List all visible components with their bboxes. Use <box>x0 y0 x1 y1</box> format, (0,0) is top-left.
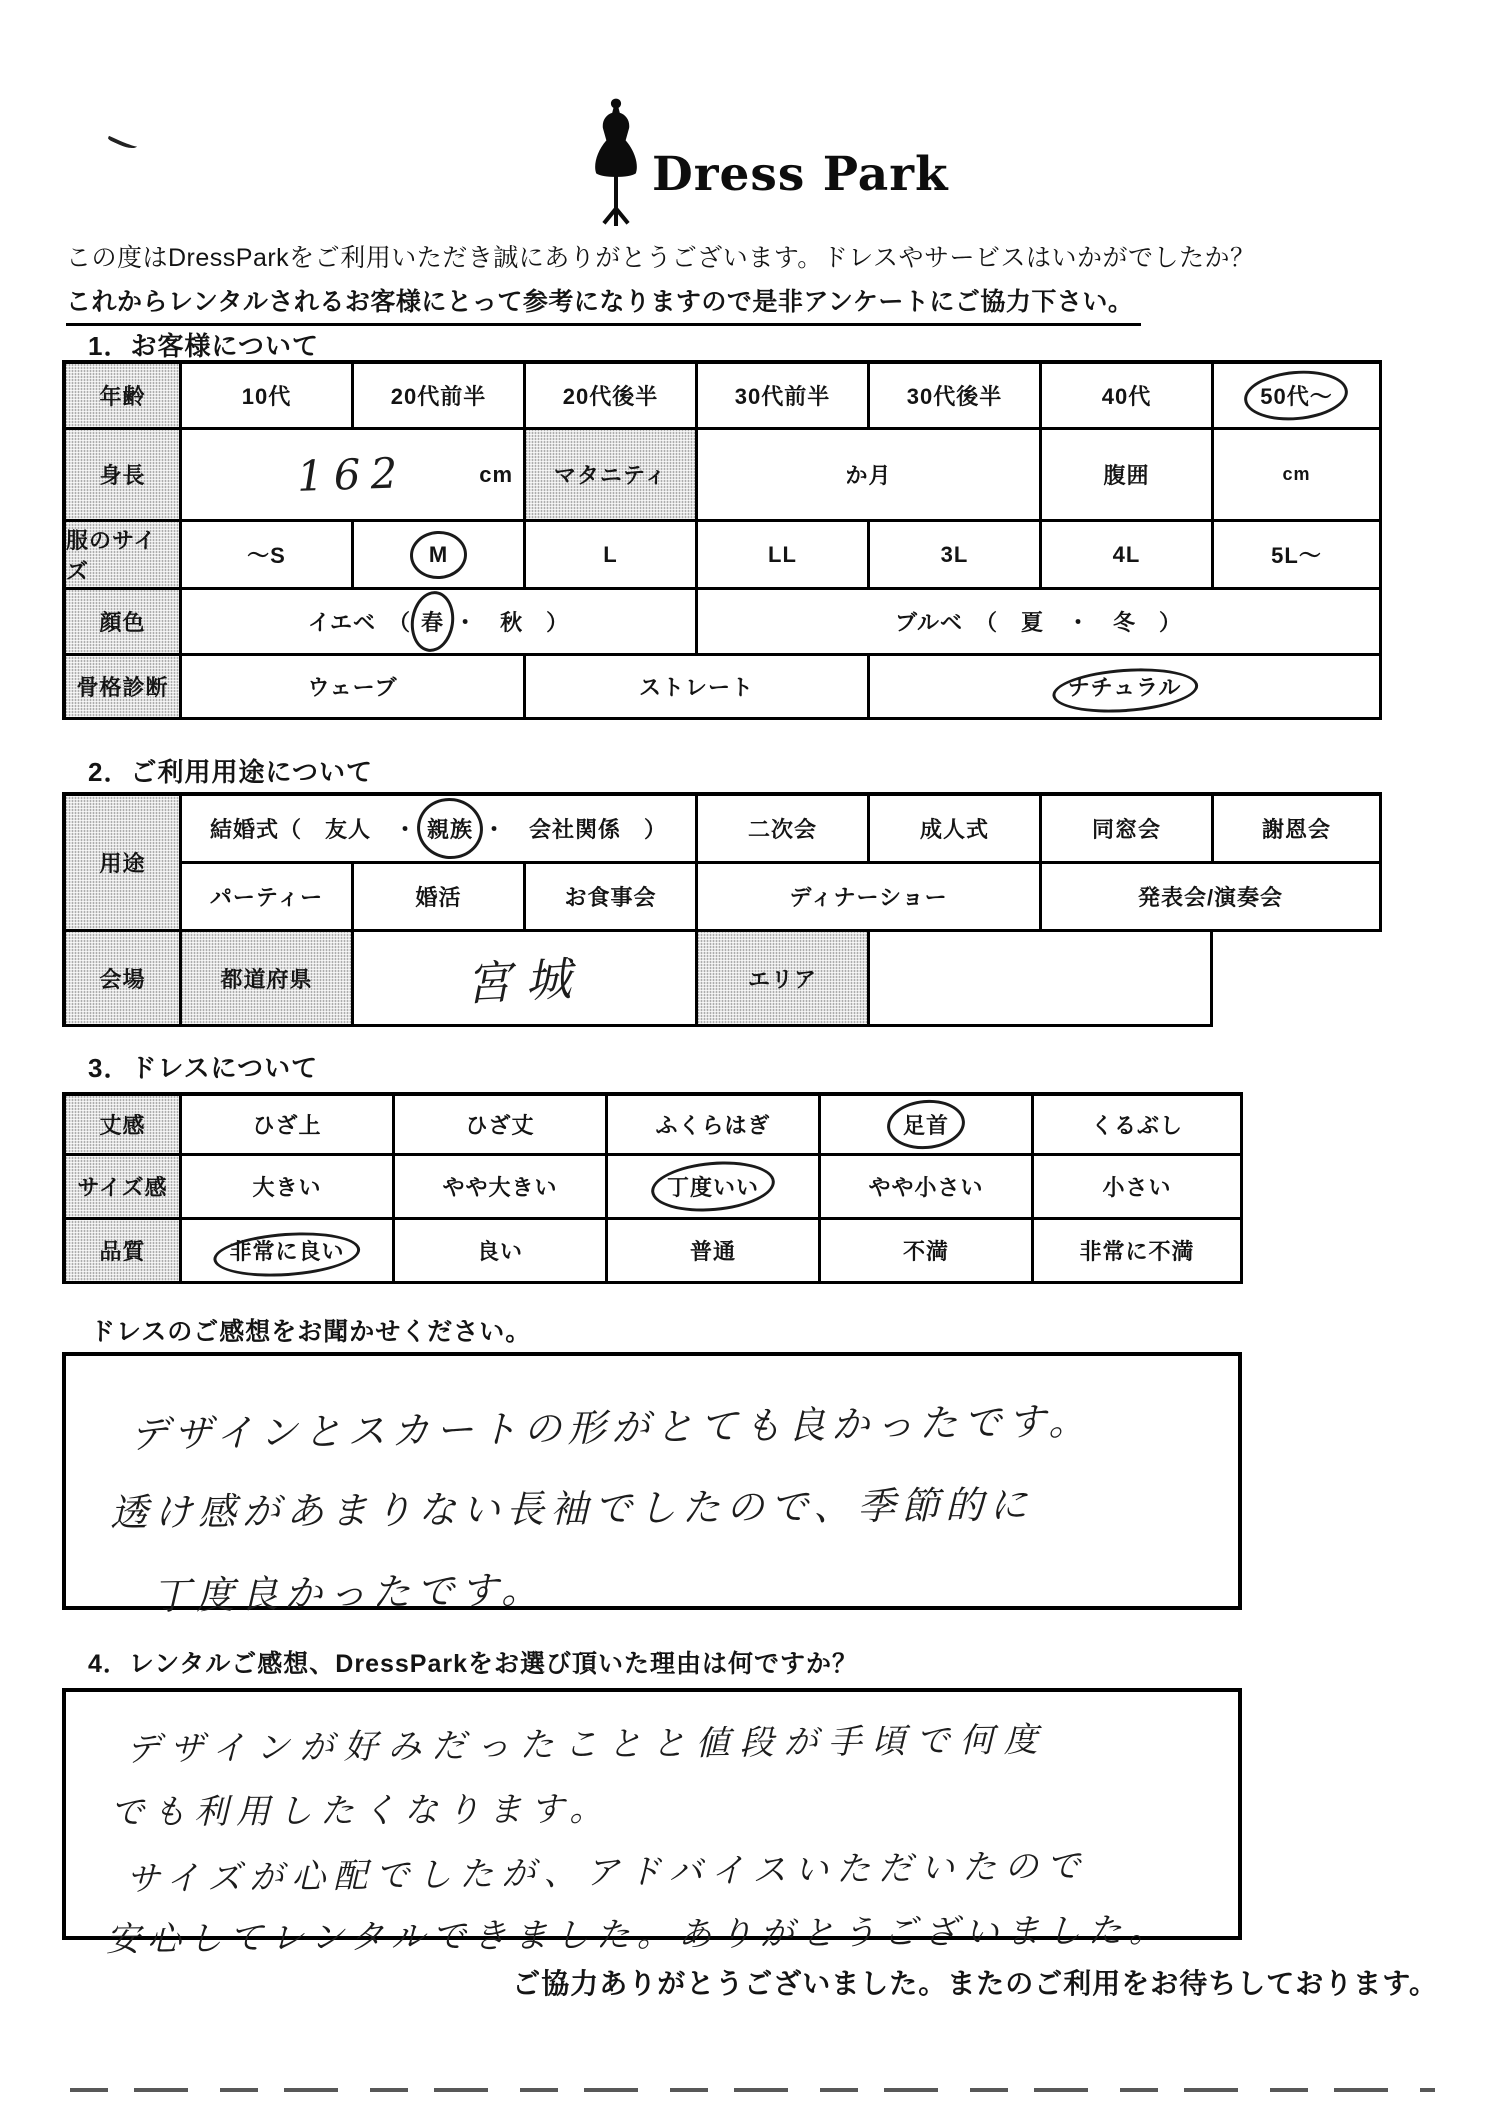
handwritten-comment-line: サイズが心配でしたが、アドバイスいただいたので <box>125 1846 1089 1900</box>
rental-feedback-title: 4．レンタルご感想、DressParkをお選び頂いた理由は何ですか？ <box>88 1650 858 1678</box>
selection-circle-color: 春 <box>421 606 444 637</box>
selection-circle-age: 50代～ <box>1260 380 1332 411</box>
pen-mark <box>107 130 138 151</box>
size-option: 4L <box>1042 522 1214 590</box>
quality-header: 品質 <box>66 1220 182 1284</box>
intro-line-2: これからレンタルされるお客様にとって参考になりますので是非アンケートにご協力下さい。 <box>66 282 1141 326</box>
handwritten-height: 162 <box>296 448 409 501</box>
color-warm-cell <box>182 590 698 656</box>
age-option: 20代前半 <box>354 364 526 430</box>
length-option: くるぶし <box>1034 1096 1243 1156</box>
handwritten-comment-line: でも利用したくなります。 <box>109 1789 612 1833</box>
section2-title: 2．ご利用用途について <box>88 757 373 787</box>
maternity-months-cell: か月 <box>698 430 1042 522</box>
dress-mannequin-icon <box>588 96 644 230</box>
purpose-header: 用途 <box>66 796 182 932</box>
area-header: エリア <box>698 932 870 1027</box>
selection-circle-size: M <box>428 541 449 567</box>
handwritten-comment-line: 透け感があまりない長袖でしたので、季節的に <box>109 1482 1034 1535</box>
fit-option: やや小さい <box>821 1156 1034 1220</box>
purpose-option: 同窓会 <box>1042 796 1214 864</box>
age-option-selected <box>1214 364 1382 430</box>
fit-option: 大きい <box>182 1156 395 1220</box>
handwritten-comment-line: 安心してレンタルできました。ありがとうございました。 <box>105 1910 1170 1960</box>
color-warm-rest: ・ 秋 ） <box>454 610 570 635</box>
color-warm-prefix: イエベ （ <box>307 610 412 635</box>
size-option: LL <box>698 522 870 590</box>
row-age <box>62 360 1382 430</box>
skeleton-option-selected <box>870 656 1382 720</box>
skeleton-header: 骨格診断 <box>66 656 182 720</box>
quality-option-selected <box>182 1220 395 1284</box>
quality-option: 良い <box>395 1220 608 1284</box>
height-header: 身長 <box>66 430 182 522</box>
quality-option: 普通 <box>608 1220 821 1284</box>
row-skeleton <box>62 656 1382 720</box>
row-personal-color <box>62 590 1382 656</box>
purpose-row-1 <box>182 796 1382 864</box>
purpose-option: 二次会 <box>698 796 870 864</box>
purpose-option: パーティー <box>182 864 354 932</box>
handwritten-prefecture: 宮城 <box>463 950 586 1012</box>
purpose-options <box>182 796 1382 932</box>
fit-option: やや大きい <box>395 1156 608 1220</box>
scan-artifact-line <box>70 2088 1435 2092</box>
age-option: 30代前半 <box>698 364 870 430</box>
row-fit <box>62 1156 1243 1220</box>
dress-feedback-box <box>62 1352 1242 1619</box>
skeleton-option: ストレート <box>526 656 870 720</box>
length-option: ふくらはぎ <box>608 1096 821 1156</box>
prefecture-header: 都道府県 <box>182 932 354 1027</box>
maternity-header: マタニティ <box>526 430 698 522</box>
intro-line-1: この度はDressParkをご利用いただき誠にありがとうございます。ドレスやサービスはいかがでしたか？ <box>66 244 1256 272</box>
section3-title: 3．ドレスについて <box>88 1053 319 1083</box>
selection-circle-fit: 丁度いい <box>667 1171 759 1202</box>
size-option: 3L <box>870 522 1042 590</box>
selection-circle-quality: 非常に良い <box>229 1235 344 1266</box>
color-cool-cell: ブルベ （ 夏 ・ 冬 ） <box>698 590 1382 656</box>
purpose-option: 謝恩会 <box>1214 796 1382 864</box>
row-height <box>62 430 1382 522</box>
rental-feedback-box <box>62 1688 1242 1960</box>
usage-table <box>62 792 1382 1027</box>
size-option: 5L～ <box>1214 522 1382 590</box>
age-option: 40代 <box>1042 364 1214 430</box>
row-length <box>62 1092 1243 1156</box>
fit-option: 小さい <box>1034 1156 1243 1220</box>
length-option: ひざ丈 <box>395 1096 608 1156</box>
fit-header: サイズ感 <box>66 1156 182 1220</box>
length-option-selected <box>821 1096 1034 1156</box>
age-option: 30代後半 <box>870 364 1042 430</box>
size-header: 服のサイズ <box>66 522 182 590</box>
fit-option-selected <box>608 1156 821 1220</box>
wedding-prefix: 結婚式（ 友人 ・ <box>209 817 417 842</box>
footer-thanks: ご協力ありがとうございました。またのご利用をお待ちしております。 <box>512 1968 1438 1999</box>
brand-logo <box>588 96 949 230</box>
size-option: ～S <box>182 522 354 590</box>
dress-table <box>62 1092 1243 1284</box>
handwritten-comment-line: デザインとスカートの形がとても良かったです。 <box>129 1399 1093 1457</box>
purpose-option: 成人式 <box>870 796 1042 864</box>
purpose-option: ディナーショー <box>698 864 1042 932</box>
waist-label-cell: 腹囲 <box>1042 430 1214 522</box>
purpose-option: 婚活 <box>354 864 526 932</box>
wedding-rest: ・ 会社関係 ） <box>483 817 668 842</box>
quality-option: 不満 <box>821 1220 1034 1284</box>
size-option: L <box>526 522 698 590</box>
size-option-selected <box>354 522 526 590</box>
brand-name: Dress Park <box>652 147 949 202</box>
row-purpose <box>62 792 1382 932</box>
quality-option: 非常に不満 <box>1034 1220 1243 1284</box>
row-size <box>62 522 1382 590</box>
selection-circle-skeleton: ナチュラル <box>1068 671 1182 702</box>
waist-unit-cell: cm <box>1214 430 1382 522</box>
purpose-option: お食事会 <box>526 864 698 932</box>
area-value-cell-empty <box>870 932 1213 1027</box>
color-header: 顔色 <box>66 590 182 656</box>
selection-circle-purpose: 親族 <box>427 813 473 844</box>
section1-title: 1．お客様について <box>88 331 319 361</box>
purpose-wedding-cell <box>182 796 698 864</box>
prefecture-value-cell <box>354 932 698 1027</box>
customer-table <box>62 360 1382 720</box>
handwritten-comment-line: デザインが好みだったことと値段が手頃で何度 <box>125 1720 1048 1770</box>
dress-feedback-title: ドレスのご感想をお聞かせください。 <box>90 1318 532 1346</box>
length-option: ひざ上 <box>182 1096 395 1156</box>
skeleton-option: ウェーブ <box>182 656 526 720</box>
height-value-cell <box>182 430 526 522</box>
venue-header: 会場 <box>66 932 182 1027</box>
purpose-option: 発表会/演奏会 <box>1042 864 1382 932</box>
length-header: 丈感 <box>66 1096 182 1156</box>
purpose-row-2 <box>182 864 1382 932</box>
age-header: 年齢 <box>66 364 182 430</box>
age-option: 20代後半 <box>526 364 698 430</box>
row-quality <box>62 1220 1243 1284</box>
age-option: 10代 <box>182 364 354 430</box>
row-venue <box>62 932 1213 1027</box>
height-unit: cm <box>479 461 513 487</box>
handwritten-comment-line: 丁度良かったです。 <box>151 1567 546 1619</box>
selection-circle-length: 足首 <box>903 1109 949 1140</box>
